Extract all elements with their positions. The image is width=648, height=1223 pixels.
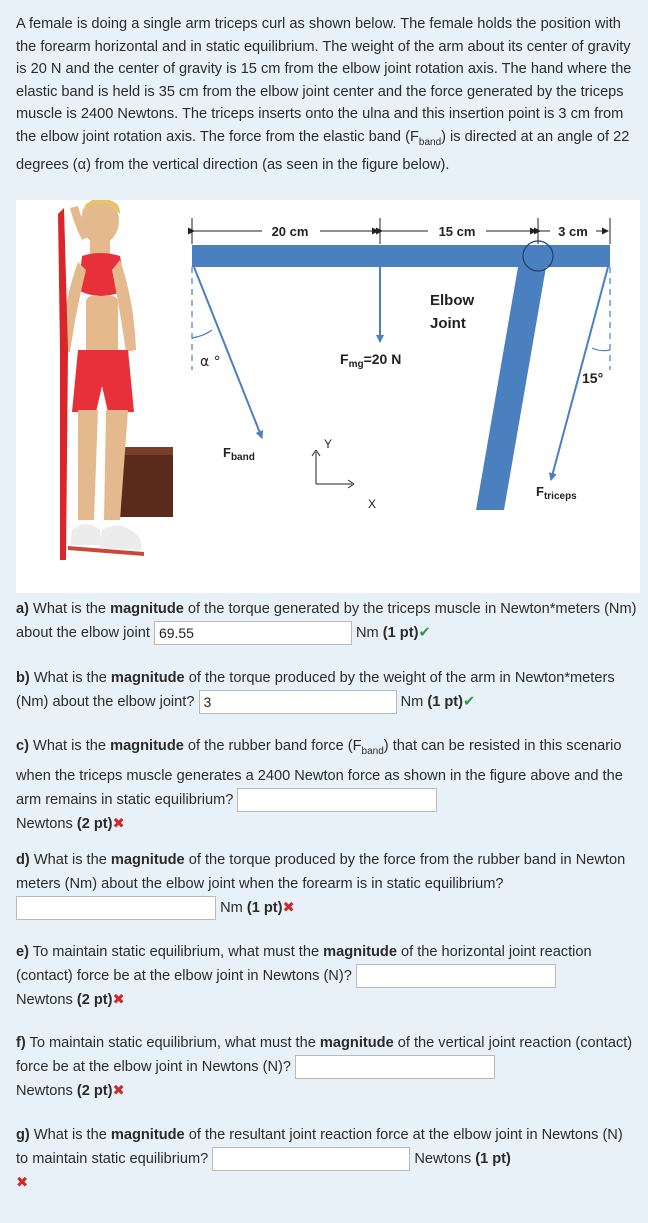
woman-illustration xyxy=(58,200,173,560)
answer-b-unit-text: Nm xyxy=(400,694,424,710)
question-b-letter: b) xyxy=(16,670,30,686)
question-c-text-3: ) that can be resisted in this scenario when the triceps muscle generates a 2400 Newton force as shown in the figure above and the arm remains in static equilibrium? xyxy=(16,738,623,808)
y-axis-label: Y xyxy=(324,437,333,451)
question-f-text-1: To maintain static equilibrium, what must the xyxy=(25,1035,320,1051)
question-e-letter: e) xyxy=(16,944,29,960)
question-a-letter: a) xyxy=(16,601,29,617)
question-a-bold: magnitude xyxy=(110,601,184,617)
answer-c-input[interactable] xyxy=(237,788,437,812)
question-c-bold: magnitude xyxy=(110,738,184,754)
question-g-bold: magnitude xyxy=(110,1127,185,1143)
elbow-label-line1: Elbow xyxy=(430,292,475,309)
angle-15-arc xyxy=(592,348,610,351)
fband-arrow xyxy=(194,267,262,438)
cross-icon: ✖ xyxy=(112,992,125,1009)
question-f-text-2: of the vertical joint reaction (contact) force be at the elbow joint in Newtons (N)? xyxy=(16,1035,633,1075)
figure-svg xyxy=(16,200,640,593)
question-c-letter: c) xyxy=(16,738,29,754)
question-c-sub: band xyxy=(361,745,384,757)
fband-label: $F_{band}$ xyxy=(223,445,255,463)
forearm-beam xyxy=(192,245,610,267)
check-icon: ✔ xyxy=(463,694,476,710)
answer-e-points: (2 pt) xyxy=(76,992,113,1009)
problem-statement xyxy=(16,13,636,176)
dimension-15cm: 15 cm xyxy=(438,224,476,239)
answer-d-unit xyxy=(216,900,295,916)
dimension-3cm: 3 cm xyxy=(558,224,588,239)
answer-b-input[interactable] xyxy=(199,690,397,714)
question-g xyxy=(16,1123,638,1195)
ftriceps-label: $F_{triceps}$ xyxy=(536,484,577,502)
answer-c-points: (2 pt) xyxy=(76,816,113,833)
answer-g-input[interactable] xyxy=(212,1147,410,1171)
dimension-line xyxy=(192,218,610,244)
answer-c-unit: Newtons xyxy=(16,816,73,833)
question-g-text-2: of the resultant joint reaction force at the elbow joint in Newtons (N) to maintain static equilibrium? xyxy=(16,1127,623,1167)
question-g-text-1: What is the xyxy=(29,1127,111,1143)
cross-icon: ✖ xyxy=(112,1083,125,1100)
question-f-letter: f) xyxy=(16,1035,26,1051)
intro-text-end: ) is directed at an angle of 22 degrees (α) from the vertical direction (as seen in the figure below). xyxy=(16,128,630,173)
answer-f-points: (2 pt) xyxy=(76,1083,113,1100)
question-d-bold: magnitude xyxy=(110,852,185,868)
resistance-band-shape xyxy=(58,208,68,560)
answer-g-unit xyxy=(410,1151,511,1167)
answer-d-points: (1 pt) xyxy=(246,900,283,916)
question-d xyxy=(16,848,638,920)
answer-b-unit xyxy=(397,694,476,710)
coordinate-axes xyxy=(312,450,354,488)
answer-f-input[interactable] xyxy=(295,1055,495,1079)
question-f xyxy=(16,1031,638,1103)
answer-a-input[interactable] xyxy=(154,621,352,645)
upper-arm-beam xyxy=(476,267,546,510)
answer-e-input[interactable] xyxy=(356,964,556,988)
intro-text: A female is doing a single arm triceps curl as shown below. The female holds the position with the forearm horizontal and in static equilibrium. The weight of the arm about its center of gravity is 20 N and the center of gravity is 15 cm from the elbow joint rotation axis. The hand where the elastic band is held is 35 cm from the elbow joint center and the force generated by the triceps muscle is 2400 Newtons. The triceps inserts onto the ulna and this insertion point is 3 cm from the elbow joint rotation axis. The force from the elastic band (F xyxy=(16,16,632,145)
question-d-letter: d) xyxy=(16,852,30,868)
question-b-text-1: What is the xyxy=(29,670,111,686)
question-e-bold: magnitude xyxy=(323,944,397,960)
question-a-text-2: of the torque generated by the triceps muscle in Newton*meters (Nm) about the elbow joint xyxy=(16,601,637,641)
answer-b-points: (1 pt) xyxy=(427,694,464,710)
answer-f-unit: Newtons xyxy=(16,1083,73,1100)
answer-a-points: (1 pt) xyxy=(382,625,419,641)
alpha-arc xyxy=(192,330,212,338)
cross-icon: ✖ xyxy=(112,816,125,833)
elbow-label-line2: Joint xyxy=(430,315,466,332)
answer-g-unit-text: Newtons xyxy=(414,1151,472,1167)
intro-sub: band xyxy=(418,136,442,148)
question-c-text-1: What is the xyxy=(28,738,111,754)
check-icon: ✔ xyxy=(418,625,431,641)
question-b-bold: magnitude xyxy=(110,670,185,686)
answer-a-unit-text: Nm xyxy=(356,625,379,641)
answer-g-points: (1 pt) xyxy=(475,1151,511,1167)
cross-icon: ✖ xyxy=(16,1175,29,1192)
question-e xyxy=(16,940,638,1012)
answer-d-input[interactable] xyxy=(16,896,216,920)
problem-figure xyxy=(16,200,640,593)
question-e-text-2: of the horizontal joint reaction (contact) force be at the elbow joint in Newtons (N)? xyxy=(16,944,592,984)
answer-d-unit-text: Nm xyxy=(220,900,243,916)
answer-e-unit: Newtons xyxy=(16,992,73,1009)
question-b xyxy=(16,666,638,714)
question-b-text-2: of the torque produced by the weight of the arm in Newton*meters (Nm) about the elbow joint? xyxy=(16,670,615,710)
question-c xyxy=(16,734,638,836)
question-g-letter: g) xyxy=(16,1127,30,1143)
answer-a-unit xyxy=(352,625,431,641)
question-d-text-1: What is the xyxy=(29,852,111,868)
angle-15-label: 15° xyxy=(582,370,604,386)
fmg-label: $F_{mg}=20$ N xyxy=(340,351,402,370)
alpha-label: α ° xyxy=(200,354,221,370)
question-d-text-2: of the torque produced by the force from the rubber band in Newton meters (Nm) about the elbow joint when the forearm is in static equilibrium? xyxy=(16,852,626,892)
question-c-text-2: of the rubber band force (F xyxy=(183,738,362,754)
x-axis-label: X xyxy=(368,497,377,511)
question-e-text-1: To maintain static equilibrium, what must the xyxy=(28,944,324,960)
question-f-bold: magnitude xyxy=(319,1035,394,1051)
dimension-20cm: 20 cm xyxy=(271,224,309,239)
question-a xyxy=(16,597,638,645)
question-a-text-1: What is the xyxy=(28,601,111,617)
cross-icon: ✖ xyxy=(282,900,295,916)
